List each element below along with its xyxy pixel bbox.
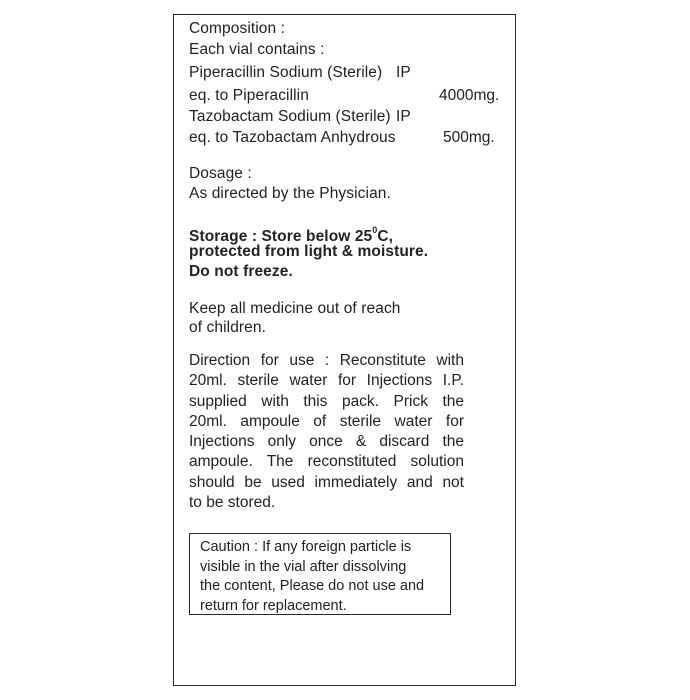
direction-line: ampoule. The reconstituted solution <box>189 453 464 471</box>
tazobactam-equivalent-line: eq. to Tazobactam Anhydrous <box>189 129 396 146</box>
direction-line: Injections only once & discard the <box>189 433 464 451</box>
piperacillin-ip-mark: IP <box>396 64 411 81</box>
piperacillin-equivalent-line: eq. to Piperacillin <box>189 87 309 104</box>
tazobactam-amount: 500mg. <box>443 129 495 146</box>
caution-line: Caution : If any foreign particle is <box>200 539 412 555</box>
caution-text <box>200 538 445 616</box>
each-vial-text: Each vial contains : <box>189 41 325 58</box>
caution-line: the content, Please do not use and <box>200 578 425 594</box>
tazobactam-ip-mark: IP <box>396 108 411 125</box>
direction-line: Direction for use : Reconstitute with <box>189 352 464 369</box>
storage-line-3: Do not freeze. <box>189 263 293 280</box>
direction-line: to be stored. <box>189 494 276 512</box>
direction-line: 20ml. sterile water for Injections I.P. <box>189 372 464 390</box>
degree-mark: 0 <box>372 225 378 235</box>
keep-away-line-1: Keep all medicine out of reach <box>189 300 401 317</box>
piperacillin-sodium-line: Piperacillin Sodium (Sterile) <box>189 64 383 81</box>
dosage-heading: Dosage : <box>189 165 252 182</box>
direction-paragraph <box>189 351 464 513</box>
dosage-text: As directed by the Physician. <box>189 185 391 202</box>
direction-line: 20ml. ampoule of sterile water for <box>189 412 464 430</box>
caution-line: visible in the vial after dissolving <box>200 558 407 575</box>
storage-prefix: Storage : Store below 25 <box>189 228 373 246</box>
direction-line: supplied with this pack. Prick the <box>189 392 464 410</box>
composition-heading: Composition : <box>189 20 286 37</box>
tazobactam-sodium-line: Tazobactam Sodium (Sterile) <box>189 108 391 125</box>
keep-away-line-2: of children. <box>189 319 267 336</box>
direction-line: should be used immediately and not <box>189 473 464 491</box>
piperacillin-amount: 4000mg. <box>439 87 500 104</box>
storage-suffix: C, <box>377 228 394 246</box>
caution-line: return for replacement. <box>200 597 347 614</box>
storage-line-2: protected from light & moisture. <box>189 243 429 260</box>
